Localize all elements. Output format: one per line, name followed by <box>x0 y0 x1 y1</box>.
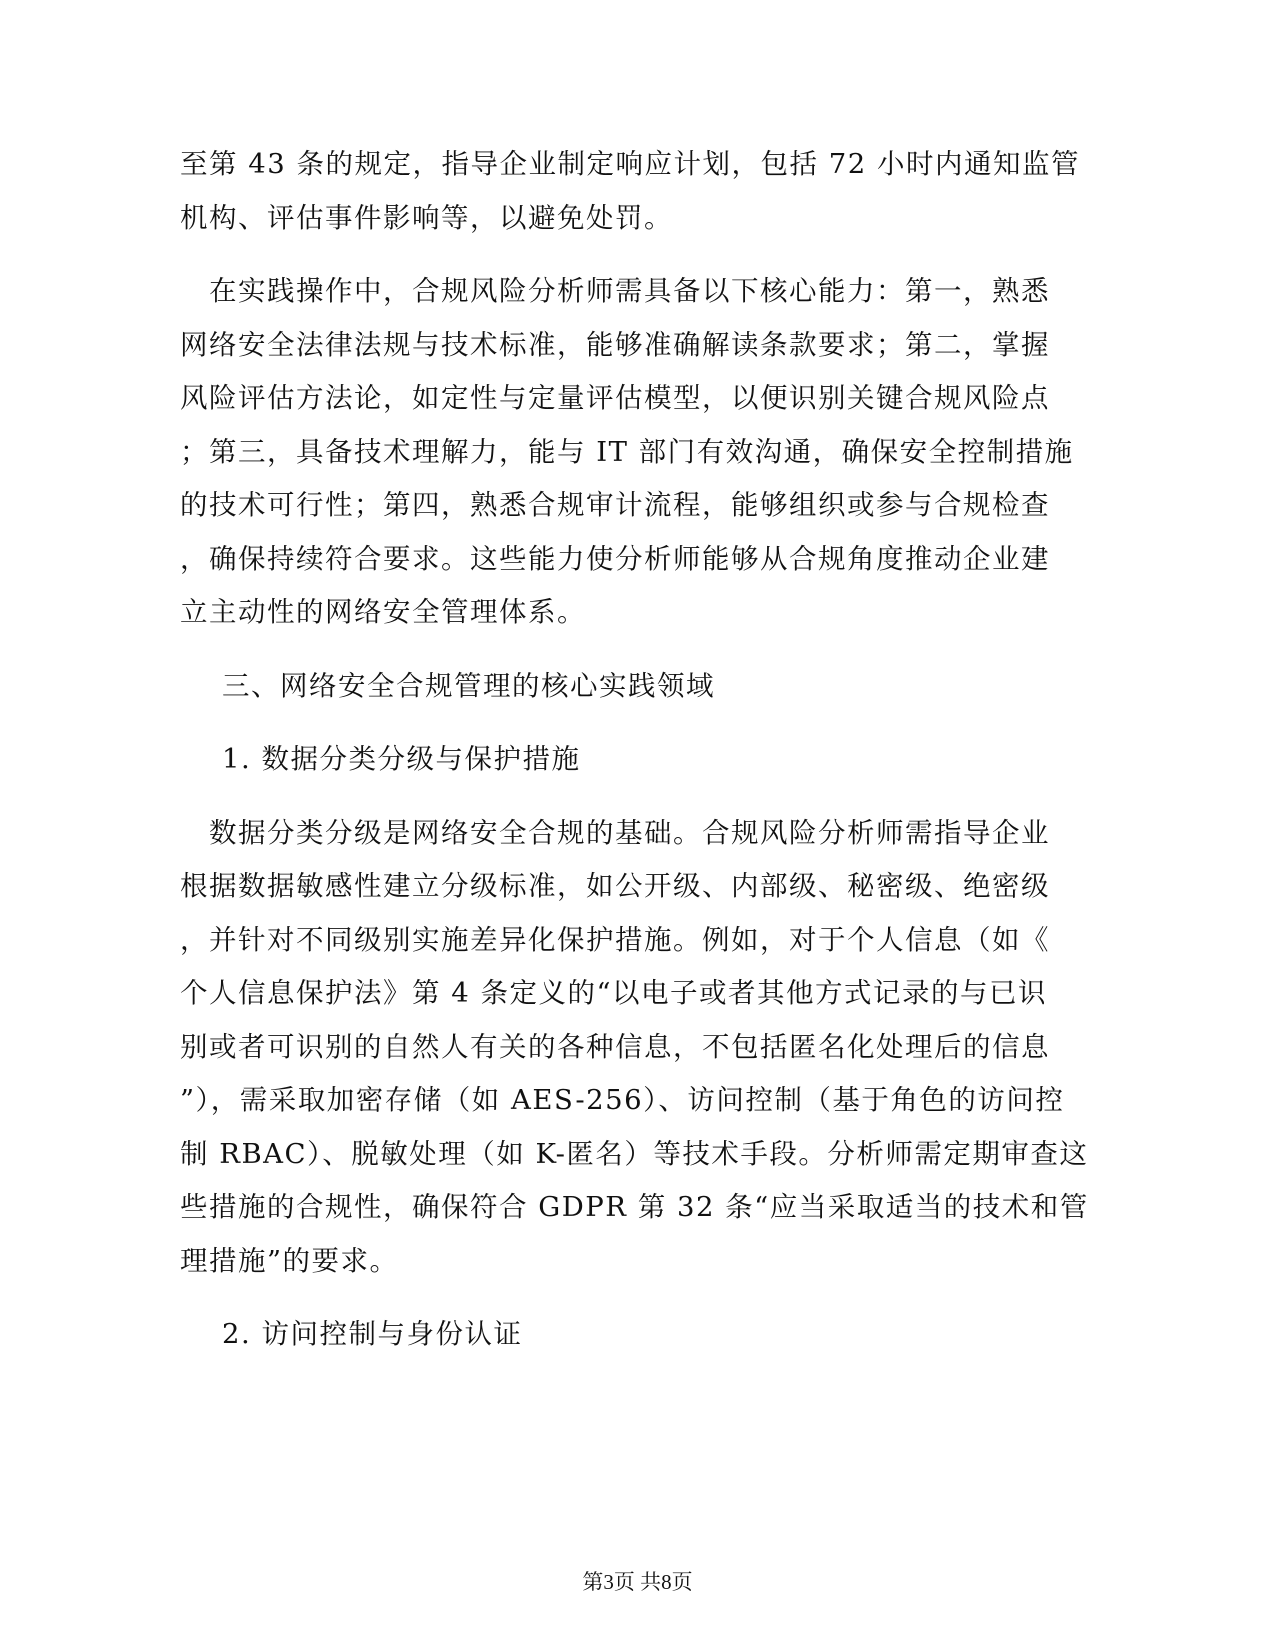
text-line: 根据数据敏感性建立分级标准，如公开级、内部级、秘密级、绝密级 <box>180 870 1050 902</box>
text-line: 别或者可识别的自然人有关的各种信息，不包括匿名化处理后的信息 <box>180 1030 1050 1063</box>
text-line: 风险评估方法论，如定性与定量评估模型，以便识别关键合规风险点 <box>180 382 1050 414</box>
document-page <box>180 138 1089 1382</box>
page-number-footer: 第3页 共8页 <box>582 1570 693 1594</box>
paragraph-core-abilities <box>180 265 1074 640</box>
text-line: ；第三，具备技术理解力，能与 IT 部门有效沟通，确保安全控制措施 <box>180 435 1074 468</box>
text-line: 制 RBAC）、脱敏处理（如 K-匿名）等技术手段。分析师需定期审查这 <box>180 1137 1089 1170</box>
text-line: 至第 43 条的规定，指导企业制定响应计划，包括 72 小时内通知监管 <box>180 148 1080 180</box>
subsection-heading: 1. 数据分类分级与保护措施 <box>222 743 581 775</box>
text-line: 理措施”的要求。 <box>180 1244 399 1277</box>
section-heading: 三、网络安全合规管理的核心实践领域 <box>222 669 715 702</box>
text-line: 机构、评估事件影响等，以避免处罚。 <box>180 201 673 234</box>
paragraph-data-classification <box>180 807 1089 1289</box>
text-line: 些措施的合规性，确保符合 GDPR 第 32 条“应当采取适当的技术和管 <box>180 1191 1089 1223</box>
text-line: ，并针对不同级别实施差异化保护措施。例如，对于个人信息（如《 <box>180 923 1050 956</box>
text-line: 立主动性的网络安全管理体系。 <box>180 596 586 628</box>
subsection-heading: 2. 访问控制与身份认证 <box>222 1318 523 1350</box>
text-line: 个人信息保护法》第 4 条定义的“以电子或者其他方式记录的与已识 <box>180 977 1048 1009</box>
text-line: ，确保持续符合要求。这些能力使分析师能够从合规角度推动企业建 <box>180 542 1050 575</box>
text-line: 网络安全法律法规与技术标准，能够准确解读条款要求；第二，掌握 <box>180 328 1050 361</box>
text-line: 在实践操作中，合规风险分析师需具备以下核心能力：第一，熟悉 <box>180 275 1050 307</box>
text-line: 数据分类分级是网络安全合规的基础。合规风险分析师需指导企业 <box>180 816 1050 849</box>
text-line: ”），需采取加密存储（如 AES-256）、访问控制（基于角色的访问控 <box>180 1084 1065 1116</box>
paragraph-incident-response <box>180 138 1080 245</box>
text-line: 的技术可行性；第四，熟悉合规审计流程，能够组织或参与合规检查 <box>180 489 1050 521</box>
